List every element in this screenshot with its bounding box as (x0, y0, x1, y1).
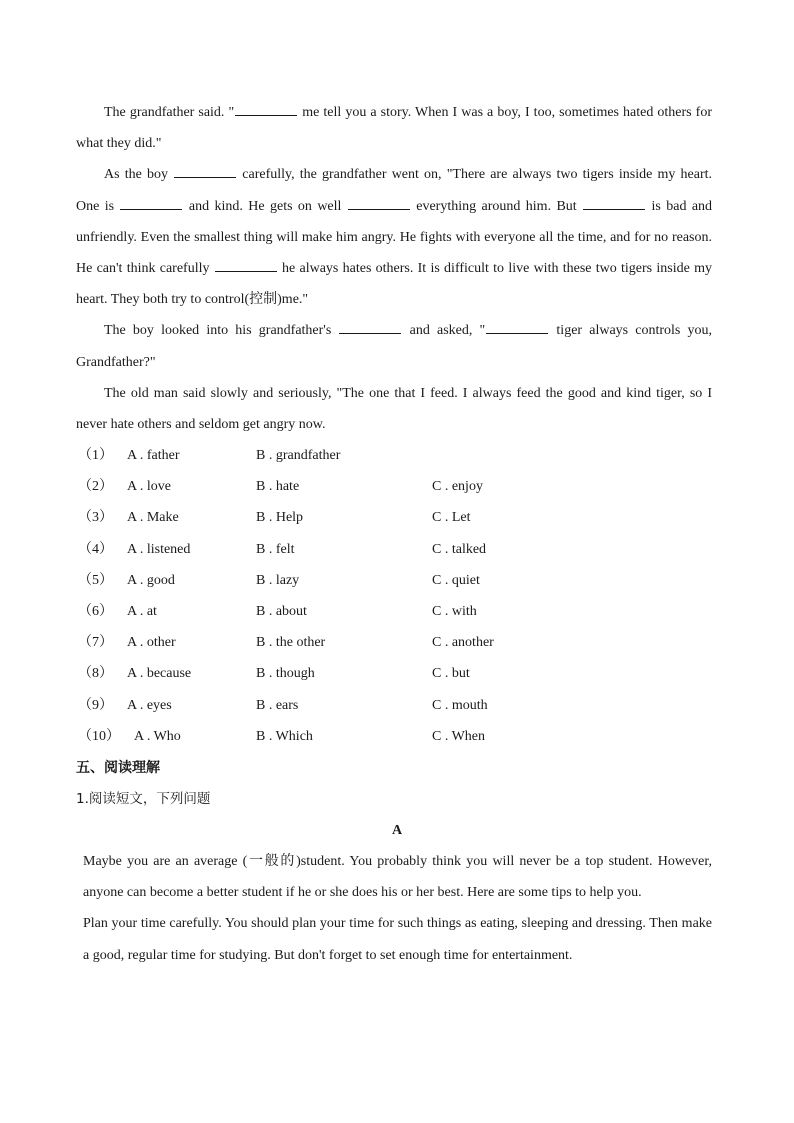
question-number: （9） (78, 697, 113, 713)
question-number: （8） (78, 666, 113, 682)
option-c: C . enjoy (432, 479, 483, 495)
option-b: B . grandfather (256, 448, 341, 463)
answer-blank (235, 104, 297, 116)
cloze-paragraph-3 (76, 315, 712, 377)
option-a: A . love (127, 479, 171, 495)
question-number: （5） (78, 572, 113, 588)
option-row (76, 565, 712, 596)
passage-title: A (391, 823, 403, 838)
option-b: B . lazy (256, 572, 300, 588)
option-b: B . the other (256, 635, 326, 651)
option-c: C . but (432, 666, 470, 682)
answer-blank (215, 260, 277, 272)
text-segment: The grandfather said. " (104, 105, 235, 120)
reading-passage (76, 846, 712, 971)
question-number: （1） (78, 448, 113, 463)
text-segment: As the boy (104, 167, 168, 183)
answer-blank (583, 198, 645, 210)
answer-options (76, 440, 712, 752)
option-b: B . though (256, 666, 315, 682)
option-a: A . Who (134, 728, 181, 744)
text-segment: me tell you a story. When I was a boy, I too, sometimes hated others for what they did." (76, 105, 713, 152)
question-number: （4） (78, 541, 113, 557)
question-number: （2） (78, 479, 113, 495)
option-c: C . talked (432, 541, 487, 557)
answer-blank (120, 198, 182, 210)
option-a: A . Make (127, 510, 179, 526)
option-c: C . with (432, 603, 477, 619)
answer-blank (174, 166, 236, 178)
option-b: B . ears (256, 697, 299, 713)
option-c: C . Let (432, 510, 471, 526)
option-row (76, 690, 712, 721)
option-row (76, 440, 712, 471)
answer-blank (348, 198, 410, 210)
text-segment: and kind. He gets on well (188, 198, 342, 214)
question-number: （3） (78, 510, 113, 526)
text-segment: and asked, " (409, 323, 486, 339)
option-a: A . good (127, 572, 175, 588)
option-row (76, 471, 712, 502)
text-segment: carefully, the grandfather went on, "There are always two tigers inside my heart. One is (76, 167, 712, 214)
cloze-paragraph-1 (76, 97, 712, 159)
cloze-passage (76, 97, 712, 440)
option-c: C . quiet (432, 572, 480, 588)
text-segment: he always hates others. It is difficult to live with these two tigers inside my heart. They both try to control(控制)me." (76, 261, 712, 308)
option-row (76, 627, 712, 658)
option-a: A . eyes (127, 697, 172, 713)
answer-blank (339, 322, 401, 334)
cloze-paragraph-2 (76, 159, 712, 315)
option-b: B . felt (256, 541, 295, 557)
option-b: B . Help (256, 510, 304, 526)
option-b: B . hate (256, 479, 300, 495)
option-row (76, 596, 712, 627)
question-number: （6） (78, 603, 113, 619)
text-segment: is bad and unfriendly. Even the smallest thing will make him angry. He fights with everyone all the time, and for no reason. He can't think carefully (76, 198, 713, 277)
option-a: A . because (127, 666, 192, 682)
option-row (76, 721, 712, 752)
option-row (76, 502, 712, 533)
option-c: C . mouth (432, 697, 488, 713)
section-instruction: 1.阅读短文，下列问题 (76, 791, 211, 807)
reading-paragraph-2: Plan your time carefully. You should plan your time for such things as eating, sleeping and dressing. Then make a good, regular time for studying. But don't forget to set enough time for entertainment. (83, 916, 712, 963)
text-segment: The old man said slowly and seriously, "The one that I feed. I always feed the good and kind tiger, so I never hate others and seldom get angry now. (76, 385, 712, 433)
option-c: C . another (432, 635, 494, 651)
option-c: C . When (432, 728, 486, 744)
cloze-paragraph-4 (76, 378, 712, 440)
section-title: 五、阅读理解 (76, 760, 160, 776)
text-segment: everything around him. But (416, 198, 577, 214)
text-segment: tiger always controls you, Grandfather?" (76, 323, 713, 370)
option-a: A . father (127, 448, 180, 463)
reading-paragraph-1: Maybe you are an average (一般的)student. You probably think you will never be a top student. However, anyone can become a better student if he or she does his or her best. Here are some tips to help you. (83, 854, 712, 901)
option-a: A . at (127, 603, 157, 619)
answer-blank (486, 322, 548, 334)
option-b: B . Which (256, 728, 313, 744)
option-b: B . about (256, 603, 307, 619)
text-segment: The boy looked into his grandfather's (104, 323, 332, 339)
option-row (76, 658, 712, 689)
option-a: A . listened (127, 541, 191, 557)
question-number: （7） (78, 635, 113, 651)
question-number: （10） (78, 728, 120, 744)
option-row (76, 534, 712, 565)
option-a: A . other (127, 635, 176, 651)
